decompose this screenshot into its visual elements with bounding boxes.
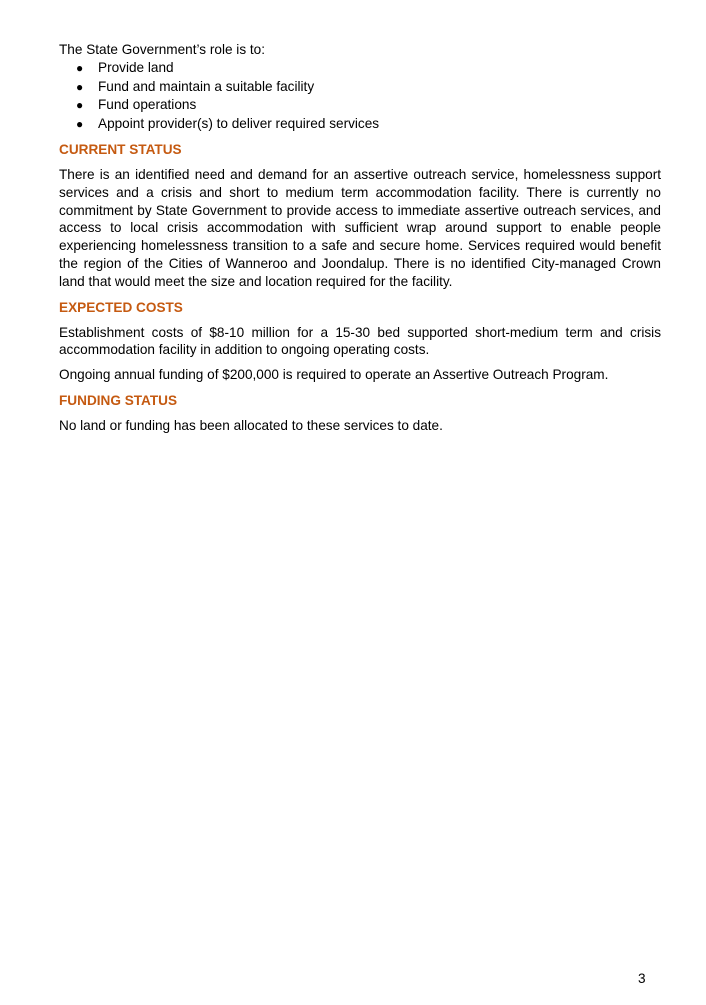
list-item-text: Fund operations bbox=[98, 97, 197, 112]
list-item bbox=[59, 59, 661, 78]
document-body bbox=[59, 41, 661, 435]
list-item bbox=[59, 115, 661, 134]
bullet-icon: ● bbox=[76, 79, 84, 94]
expected-costs-establishment-text: Establishment costs of $8-10 million for a 15-30 bed supported short-medium term and crisis accommodation facility in addition to ongoing operating costs. bbox=[59, 324, 661, 358]
funding-status-heading: FUNDING STATUS bbox=[59, 392, 178, 408]
list-item bbox=[59, 78, 661, 97]
list-item-text: Appoint provider(s) to deliver required services bbox=[98, 115, 380, 131]
list-item-text: Fund and maintain a suitable facility bbox=[98, 78, 315, 94]
current-status-text: There is an identified need and demand for an assertive outreach service, homelessness support services and a crisis and short to medium term accommodation facility. There is currently no commitment by State Government to provide access to immediate assertive outreach services, and access to local crisis accommodation with sufficient wrap around support to enable people experiencing homelessness transition to a safe and secure home. Services required would benefit the region of the Cities of Wanneroo and Joondalup. There is no identified City-managed Crown land that would meet the size and location required for the facility. bbox=[59, 167, 661, 289]
expected-costs-ongoing-text: Ongoing annual funding of $200,000 is required to operate an Assertive Outreach Program. bbox=[59, 367, 609, 383]
page-number: 3 bbox=[638, 971, 646, 986]
intro-text: The State Government’s role is to: bbox=[59, 42, 266, 57]
roles-list bbox=[59, 59, 661, 133]
expected-costs-heading: EXPECTED COSTS bbox=[59, 299, 183, 315]
bullet-icon: ● bbox=[76, 116, 84, 131]
current-status-heading: CURRENT STATUS bbox=[59, 142, 182, 157]
bullet-icon: ● bbox=[76, 98, 84, 112]
list-item-text: Provide land bbox=[98, 60, 174, 75]
funding-status-text: No land or funding has been allocated to these services to date. bbox=[59, 417, 443, 433]
bullet-icon: ● bbox=[76, 61, 84, 75]
list-item bbox=[59, 96, 661, 115]
